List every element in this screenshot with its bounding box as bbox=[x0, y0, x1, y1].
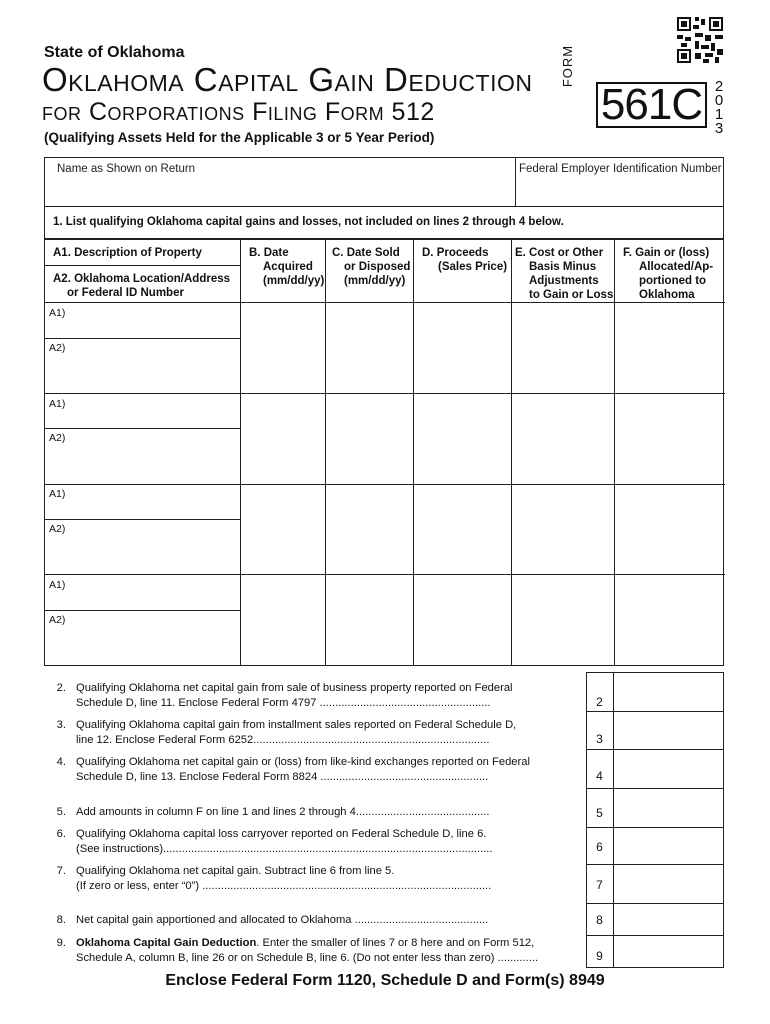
line-6-amount-field[interactable] bbox=[614, 827, 722, 862]
line-3-amount-field[interactable] bbox=[614, 711, 722, 747]
fein-field[interactable] bbox=[520, 178, 718, 206]
name-fein-box bbox=[44, 157, 724, 207]
col-divider bbox=[614, 240, 615, 665]
line-5-amount-field[interactable] bbox=[614, 788, 722, 825]
line-8-number: 8 bbox=[596, 913, 603, 927]
row-a1-label: A1) bbox=[49, 307, 66, 319]
col-a2-header: A2. Oklahoma Location/Address or Federal ID Number bbox=[53, 273, 231, 299]
form-title-line2: for Corporations Filing Form 512 bbox=[42, 98, 435, 126]
line1-text: 1. List qualifying Oklahoma capital gains and losses, not included on lines 2 through 4 below. bbox=[53, 216, 564, 228]
fein-label: Federal Employer Identification Number bbox=[519, 163, 722, 175]
qr-code-icon bbox=[677, 17, 723, 63]
col-divider bbox=[240, 240, 241, 665]
col-d-header: D. Proceeds (Sales Price) bbox=[422, 247, 508, 273]
form-subtitle: (Qualifying Assets Held for the Applicable 3 or 5 Year Period) bbox=[44, 130, 435, 145]
col-c-header: C. Date Sold or Disposed (mm/dd/yy) bbox=[332, 247, 411, 287]
state-label: State of Oklahoma bbox=[44, 44, 185, 61]
row-a2-label: A2) bbox=[49, 432, 66, 444]
name-field[interactable] bbox=[55, 178, 510, 206]
form-word: FORM bbox=[560, 44, 575, 88]
line-2-number: 2 bbox=[596, 695, 603, 709]
col-divider bbox=[511, 240, 512, 665]
footer-instruction: Enclose Federal Form 1120, Schedule D and Form(s) 8949 bbox=[165, 972, 605, 989]
line-8-amount-field[interactable] bbox=[614, 903, 722, 933]
gains-table bbox=[44, 239, 724, 666]
line-7-number: 7 bbox=[596, 878, 603, 892]
line-9-amount-field[interactable] bbox=[614, 935, 722, 967]
col-e-header: E. Cost or Other Basis Minus Adjustments to Gain or Loss bbox=[515, 247, 614, 301]
col-f-header: F. Gain or (loss) Allocated/Ap- portioned to Oklahoma bbox=[623, 247, 714, 301]
fein-cell bbox=[515, 158, 723, 206]
line-4-amount-field[interactable] bbox=[614, 749, 722, 786]
row-a1-label: A1) bbox=[49, 579, 66, 591]
tax-year: 2 0 1 3 bbox=[714, 78, 724, 137]
line-5-number: 5 bbox=[596, 806, 603, 820]
line-4-number: 4 bbox=[596, 769, 603, 783]
line-9-number: 9 bbox=[596, 949, 603, 963]
form-title: Oklahoma Capital Gain Deduction bbox=[42, 61, 533, 98]
row-a2-label: A2) bbox=[49, 342, 66, 354]
row-a1-label: A1) bbox=[49, 398, 66, 410]
col-a1-header: A1. Description of Property bbox=[53, 247, 202, 259]
line-7-amount-field[interactable] bbox=[614, 864, 722, 901]
col-divider bbox=[325, 240, 326, 665]
col-divider bbox=[413, 240, 414, 665]
col-b-header: B. Date Acquired (mm/dd/yy) bbox=[249, 247, 325, 287]
line-3-number: 3 bbox=[596, 732, 603, 746]
row-a2-label: A2) bbox=[49, 614, 66, 626]
line1-instruction bbox=[44, 207, 724, 239]
form-number: 561C bbox=[596, 82, 707, 128]
line-6-number: 6 bbox=[596, 840, 603, 854]
row-a1-label: A1) bbox=[49, 488, 66, 500]
line-2-amount-field[interactable] bbox=[614, 673, 722, 709]
name-label: Name as Shown on Return bbox=[57, 163, 196, 175]
row-a2-label: A2) bbox=[49, 523, 66, 535]
